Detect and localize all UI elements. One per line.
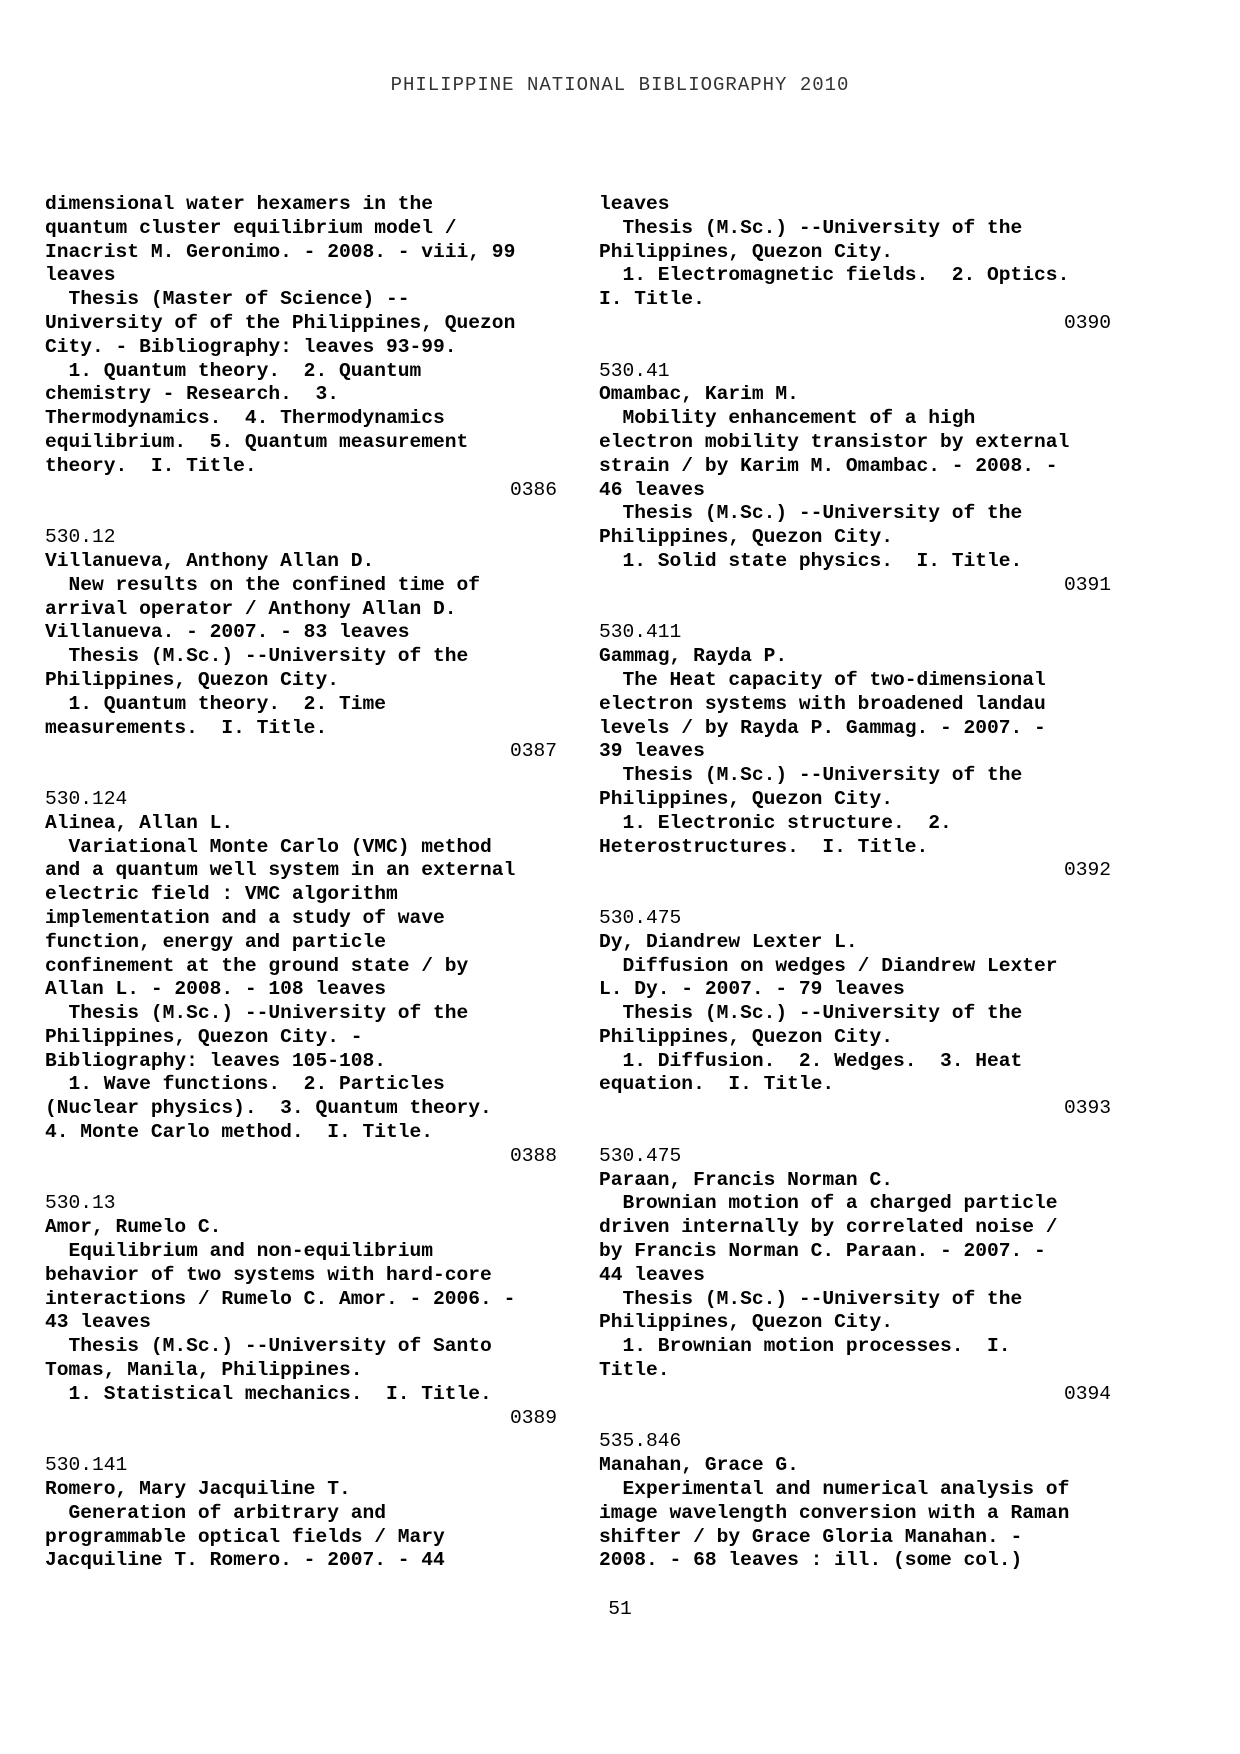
entry-line: driven internally by correlated noise / [599,1216,1058,1239]
entry-line: Paraan, Francis Norman C. [599,1168,893,1191]
entry-line: L. Dy. - 2007. - 79 leaves [599,978,905,1001]
entry-line: Manahan, Grace G. [599,1454,799,1477]
entry-line: Philippines, Quezon City. [599,787,893,810]
entry-line: Thesis (M.Sc.) --University of the [599,764,1023,787]
entry-line: Thesis (M.Sc.) --University of the [599,1287,1023,1310]
entry-line: Philippines, Quezon City. [45,668,339,691]
entry-line: 1. Diffusion. 2. Wedges. 3. Heat [599,1049,1023,1072]
entry-line: 1. Wave functions. 2. Particles [45,1073,445,1096]
bibliography-entry [599,193,1111,336]
bibliography-entry [599,1145,1111,1407]
entry-line: Experimental and numerical analysis of [599,1478,1070,1501]
entry-line: programmable optical fields / Mary [45,1525,445,1548]
entry-line: measurements. I. Title. [45,716,328,739]
entry-line: electron mobility transistor by external [599,430,1070,453]
entry-line: 46 leaves [599,478,705,501]
entry-line: 1. Quantum theory. 2. Time [45,692,386,715]
entry-number: 0387 [509,740,557,763]
entry-line: 1. Brownian motion processes. I. [599,1335,1011,1358]
entry-line: Thesis (M.Sc.) --University of Santo [45,1335,492,1358]
call-number: 530.12 [45,526,116,549]
entry-line: chemistry - Research. 3. [45,383,339,406]
call-number: 530.124 [45,787,128,810]
entry-line: levels / by Rayda P. Gammag. - 2007. - [599,716,1046,739]
entry-line: Thesis (M.Sc.) --University of the [599,502,1023,525]
entry-line: Tomas, Manila, Philippines. [45,1359,363,1382]
bibliography-entry [599,907,1111,1121]
entry-line: Villanueva, Anthony Allan D. [45,549,375,572]
entry-line: Thermodynamics. 4. Thermodynamics [45,407,445,430]
entry-line: Thesis (M.Sc.) --University of the [599,216,1023,239]
entry-line: implementation and a study of wave [45,906,445,929]
entry-line: Bibliography: leaves 105-108. [45,1049,386,1072]
entry-number: 0394 [1063,1382,1111,1405]
entry-line: City. - Bibliography: leaves 93-99. [45,335,457,358]
entry-line: shifter / by Grace Gloria Manahan. - [599,1525,1023,1548]
entry-line: New results on the confined time of [45,573,481,596]
entry-spacer [45,1430,557,1454]
entry-line: 1. Quantum theory. 2. Quantum [45,359,422,382]
entry-line: Philippines, Quezon City. - [45,1025,363,1048]
entry-line: dimensional water hexamers in the [45,193,434,215]
entry-line: Variational Monte Carlo (VMC) method [45,835,492,858]
call-number: 530.41 [599,359,670,382]
entry-number: 0388 [509,1144,557,1167]
entry-line: and a quantum well system in an external [45,859,516,882]
entry-number: 0392 [1063,859,1111,882]
entry-line: quantum cluster equilibrium model / [45,216,457,239]
entry-line: 43 leaves [45,1311,151,1334]
bibliography-entry [45,193,557,502]
bibliography-entry [45,526,557,764]
entry-line: The Heat capacity of two-dimensional [599,668,1046,691]
entry-spacer [599,1121,1111,1145]
entry-line: Dy, Diandrew Lexter L. [599,930,858,953]
bibliography-entry [599,621,1111,883]
entry-line: Generation of arbitrary and [45,1501,386,1524]
entry-line: behavior of two systems with hard-core [45,1263,492,1286]
entry-line: 1. Electronic structure. 2. [599,811,952,834]
entry-number: 0391 [1063,573,1111,596]
entry-line: Romero, Mary Jacquiline T. [45,1478,351,1501]
entry-line: Allan L. - 2008. - 108 leaves [45,978,386,1001]
entry-line: Philippines, Quezon City. [599,1025,893,1048]
bibliography-entry [45,1454,557,1573]
entry-line: equilibrium. 5. Quantum measurement [45,430,469,453]
entry-line: theory. I. Title. [45,454,257,477]
entry-line: Philippines, Quezon City. [599,1311,893,1334]
call-number: 530.475 [599,906,682,929]
entry-line: Thesis (Master of Science) -- [45,288,410,311]
call-number: 530.475 [599,1144,682,1167]
entry-line: Brownian motion of a charged particle [599,1192,1058,1215]
entry-line: Thesis (M.Sc.) --University of the [45,1002,469,1025]
entry-line: equation. I. Title. [599,1073,835,1096]
entry-spacer [599,1407,1111,1431]
page-number: 51 [608,1598,632,1620]
entry-spacer [45,764,557,788]
entry-number: 0390 [1063,311,1111,334]
entry-spacer [599,883,1111,907]
entry-spacer [45,1169,557,1193]
entry-line: Thesis (M.Sc.) --University of the [45,645,469,668]
left-column [45,193,557,1573]
entry-line: Gammag, Rayda P. [599,645,788,668]
entry-spacer [599,598,1111,622]
entry-line: Amor, Rumelo C. [45,1216,222,1239]
entry-line: 1. Solid state physics. I. Title. [599,549,1023,572]
call-number: 530.411 [599,621,682,644]
entry-line: electron systems with broadened landau [599,692,1046,715]
entry-line: strain / by Karim M. Omambac. - 2008. - [599,454,1058,477]
entry-line: (Nuclear physics). 3. Quantum theory. [45,1097,492,1120]
entry-line: Equilibrium and non-equilibrium [45,1240,434,1263]
entry-line: 2008. - 68 leaves : ill. (some col.) [599,1549,1023,1572]
entry-line: electric field : VMC algorithm [45,883,398,906]
entry-line: Title. [599,1359,670,1382]
entry-line: University of of the Philippines, Quezon [45,311,516,334]
entry-line: 4. Monte Carlo method. I. Title. [45,1121,434,1144]
entry-line: I. Title. [599,288,705,311]
entry-line: Philippines, Quezon City. [599,526,893,549]
entry-line: 1. Statistical mechanics. I. Title. [45,1382,492,1405]
entry-line: Jacquiline T. Romero. - 2007. - 44 [45,1549,445,1572]
entry-line: Philippines, Quezon City. [599,240,893,263]
entry-spacer [599,336,1111,360]
entry-line: leaves [45,264,116,287]
entry-line: leaves [599,193,670,215]
entry-line: 44 leaves [599,1263,705,1286]
call-number: 530.141 [45,1454,128,1477]
entry-line: 39 leaves [599,740,705,763]
entry-line: Villanueva. - 2007. - 83 leaves [45,621,410,644]
entry-number: 0393 [1063,1097,1111,1120]
entry-line: Thesis (M.Sc.) --University of the [599,1002,1023,1025]
entry-spacer [45,502,557,526]
entry-line: interactions / Rumelo C. Amor. - 2006. - [45,1287,516,1310]
entry-line: image wavelength conversion with a Raman [599,1501,1070,1524]
entry-line: Mobility enhancement of a high [599,407,976,430]
entry-number: 0389 [509,1406,557,1429]
bibliography-entry [599,360,1111,598]
right-column [599,193,1111,1573]
running-header: PHILIPPINE NATIONAL BIBLIOGRAPHY 2010 [390,74,850,96]
entry-line: 1. Electromagnetic fields. 2. Optics. [599,264,1070,287]
entry-line: Alinea, Allan L. [45,811,234,834]
bibliography-entry [45,1192,557,1430]
bibliography-entry [45,788,557,1169]
entry-line: by Francis Norman C. Paraan. - 2007. - [599,1240,1046,1263]
entry-line: arrival operator / Anthony Allan D. [45,597,457,620]
entry-line: confinement at the ground state / by [45,954,469,977]
entry-line: Inacrist M. Geronimo. - 2008. - viii, 99 [45,240,516,263]
entry-line: Omambac, Karim M. [599,383,799,406]
entry-line: Heterostructures. I. Title. [599,835,929,858]
entry-line: function, energy and particle [45,930,386,953]
entry-line: Diffusion on wedges / Diandrew Lexter [599,954,1058,977]
call-number: 530.13 [45,1192,116,1215]
call-number: 535.846 [599,1430,682,1453]
entry-number: 0386 [509,478,557,501]
bibliography-entry [599,1430,1111,1573]
